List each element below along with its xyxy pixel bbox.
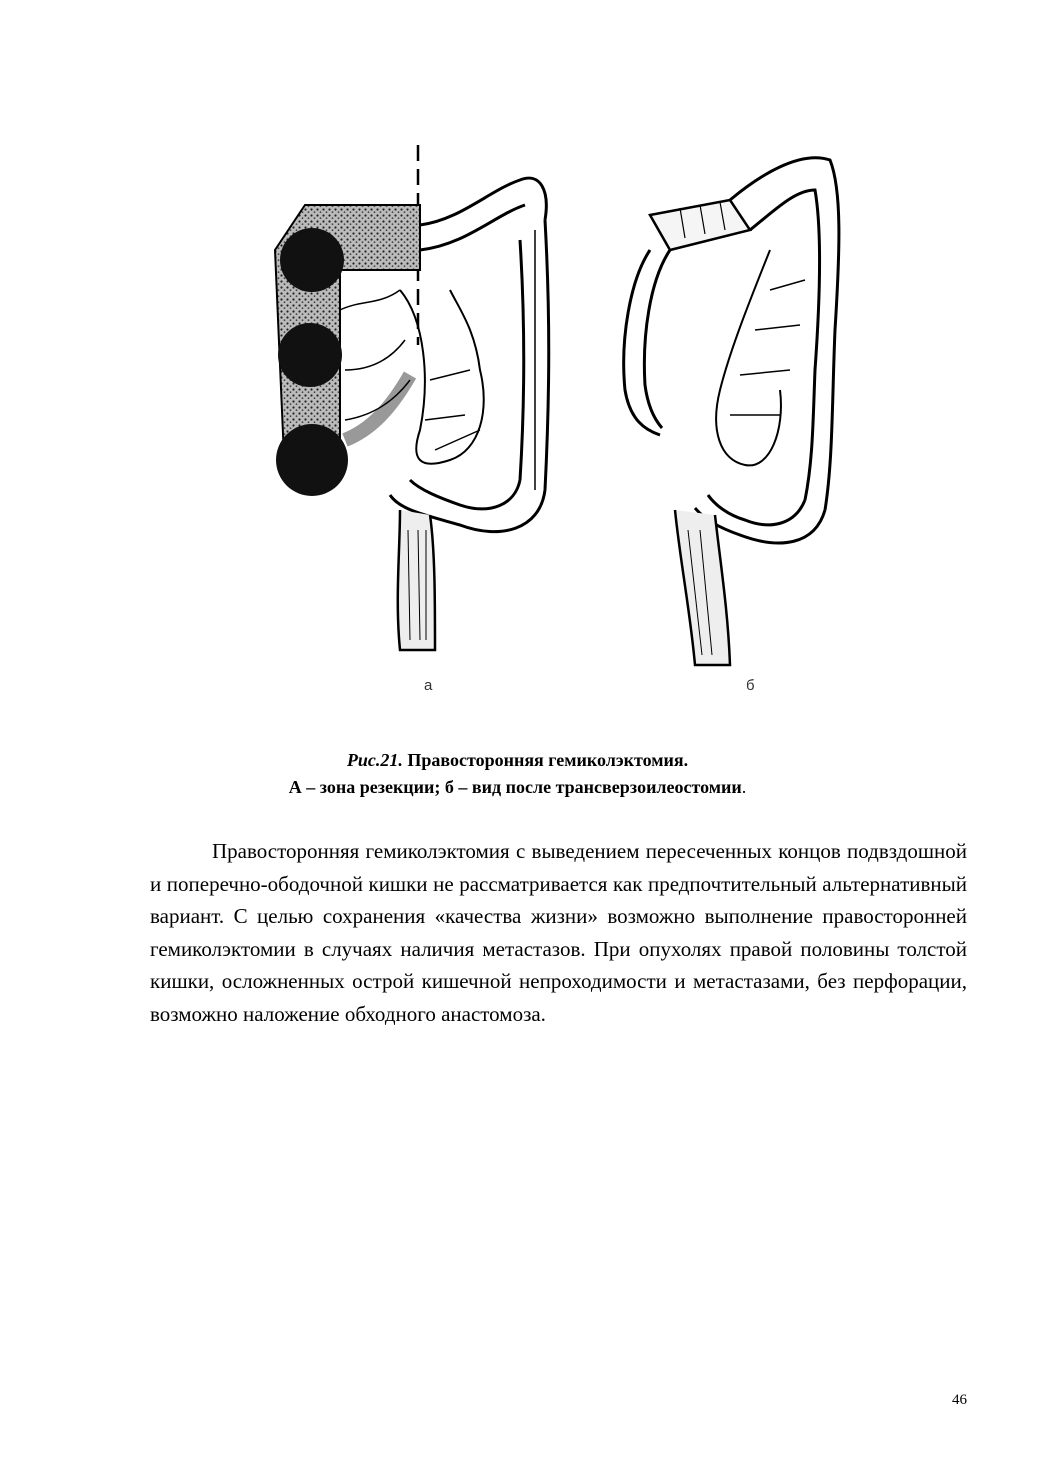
colon-resection-illustration bbox=[250, 130, 850, 700]
caption-line-1 bbox=[150, 747, 885, 774]
caption-prefix: Рис.21. bbox=[346, 750, 403, 770]
caption-subtitle: А – зона резекции; б – вид после трансверзоилеостомии bbox=[288, 777, 742, 797]
panel-a-label: а bbox=[424, 677, 433, 694]
panel-b-drawing bbox=[624, 158, 839, 665]
caption-title: Правосторонняя гемиколэктомия. bbox=[407, 750, 689, 770]
caption-period: . bbox=[741, 777, 747, 797]
tumor-mass bbox=[280, 228, 344, 292]
panel-b-label: б bbox=[746, 677, 755, 694]
tumor-mass bbox=[276, 424, 348, 496]
tumor-mass bbox=[278, 323, 342, 387]
page-number: 46 bbox=[952, 1392, 967, 1408]
panel-a-drawing bbox=[275, 145, 549, 650]
figure-caption bbox=[150, 747, 885, 801]
figure-illustration bbox=[250, 130, 850, 700]
body-paragraph: Правосторонняя гемиколэктомия с выведением пересеченных концов подвздошной и поперечно-ободочной кишки не рассматривается как предпочтительный альтернативный вариант. С целью сохранения «качества жизни» возможно выполнение правосторонней гемиколэктомии в случаях наличия метастазов. При опухолях правой половины толстой кишки, осложненных острой кишечной непроходимости и метастазами, без перфорации, возможно наложение обходного анастомоза. bbox=[150, 839, 967, 1026]
caption-line-2 bbox=[150, 774, 885, 801]
